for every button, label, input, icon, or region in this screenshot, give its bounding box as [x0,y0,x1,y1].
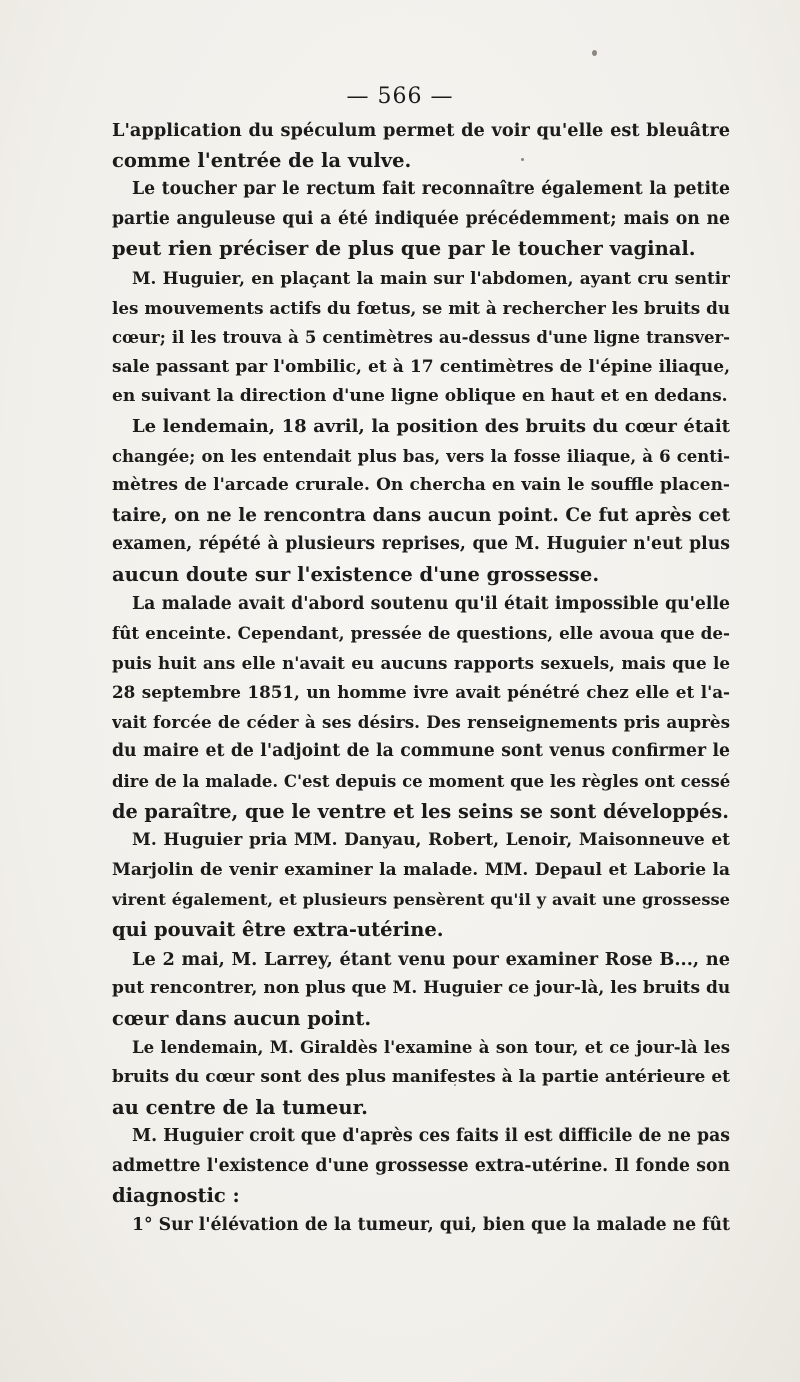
text-line: Marjolin de venir examiner la malade. MM. Depaul et Laborie la [112,859,730,880]
ink-speck [592,50,597,56]
text-line: L'application du spéculum permet de voir qu'elle est bleuâtre [112,120,730,141]
text-line: les mouvements actifs du fœtus, se mit à rechercher les bruits du [112,297,730,318]
text-line: partie anguleuse qui a été indiquée précédemment; mais on ne [112,208,730,229]
text-line: en suivant la direction d'une ligne oblique en haut et en dedans. [112,386,728,407]
text-line: mètres de l'arcade crurale. On chercha en vain le souffle placen- [112,475,730,496]
text-line: peut rien préciser de plus que par le toucher vaginal. [112,237,696,261]
text-line: diagnostic : [112,1184,240,1208]
text-line: Le 2 mai, M. Larrey, étant venu pour examiner Rose B..., ne [132,948,730,970]
text-line: de paraître, que le ventre et les seins se sont développés. [112,799,729,823]
text-line: cœur; il les trouva à 5 centimètres au-dessus d'une ligne transver- [112,328,730,348]
text-line: du maire et de l'adjoint de la commune sont venus confirmer le [112,741,730,762]
text-line: admettre l'existence d'une grossesse extra-utérine. Il fonde son [112,1155,730,1176]
text-line: M. Huguier, en plaçant la main sur l'abdomen, ayant cru sentir [132,267,730,288]
text-line: aucun doute sur l'existence d'une grossesse. [112,562,600,586]
text-line: qui pouvait être extra-utérine. [112,918,444,942]
text-line: sale passant par l'ombilic, et à 17 centimètres de l'épine iliaque, [112,356,730,377]
text-line: au centre de la tumeur. [112,1095,368,1119]
text-line: dire de la malade. C'est depuis ce moment que les règles ont cessé [112,772,730,792]
page-number: — 566 — [346,84,454,109]
text-line: fût enceinte. Cependant, pressée de questions, elle avoua que de- [112,623,730,644]
text-line: changée; on les entendait plus bas, vers la fosse iliaque, à 6 centi- [112,446,730,466]
text-line: M. Huguier pria MM. Danyau, Robert, Lenoir, Maisonneuve et [132,830,730,851]
text-line: puis huit ans elle n'avait eu aucuns rapports sexuels, mais que le [112,652,730,673]
text-line: 1° Sur l'élévation de la tumeur, qui, bien que la malade ne fût [132,1214,730,1235]
text-line: examen, répété à plusieurs reprises, que M. Huguier n'eut plus [112,534,730,555]
text-line: bruits du cœur sont des plus manifestes à la partie antérieure et [112,1067,730,1087]
text-line: Le lendemain, 18 avril, la position des bruits du cœur était [132,415,730,437]
text-line: put rencontrer, non plus que M. Huguier ce jour-là, les bruits du [112,978,730,999]
text-line: taire, on ne le rencontra dans aucun point. Ce fut après cet [112,504,730,526]
text-line: vait forcée de céder à ses désirs. Des renseignements pris auprès [112,711,730,732]
text-line: Le lendemain, M. Giraldès l'examine à son tour, et ce jour-là les [132,1038,730,1058]
text-line: Le toucher par le rectum fait reconnaître également la petite [132,179,730,200]
text-line: virent également, et plusieurs pensèrent qu'il y avait une grossesse [112,890,730,910]
text-line: comme l'entrée de la vulve. [112,148,412,172]
text-line: 28 septembre 1851, un homme ivre avait pénétré chez elle et l'a- [112,682,730,703]
text-line: La malade avait d'abord soutenu qu'il était impossible qu'elle [132,593,730,614]
text-line: cœur dans aucun point. [112,1006,372,1030]
body-text [112,116,730,1241]
text-line: M. Huguier croit que d'après ces faits il est difficile de ne pas [132,1126,730,1147]
